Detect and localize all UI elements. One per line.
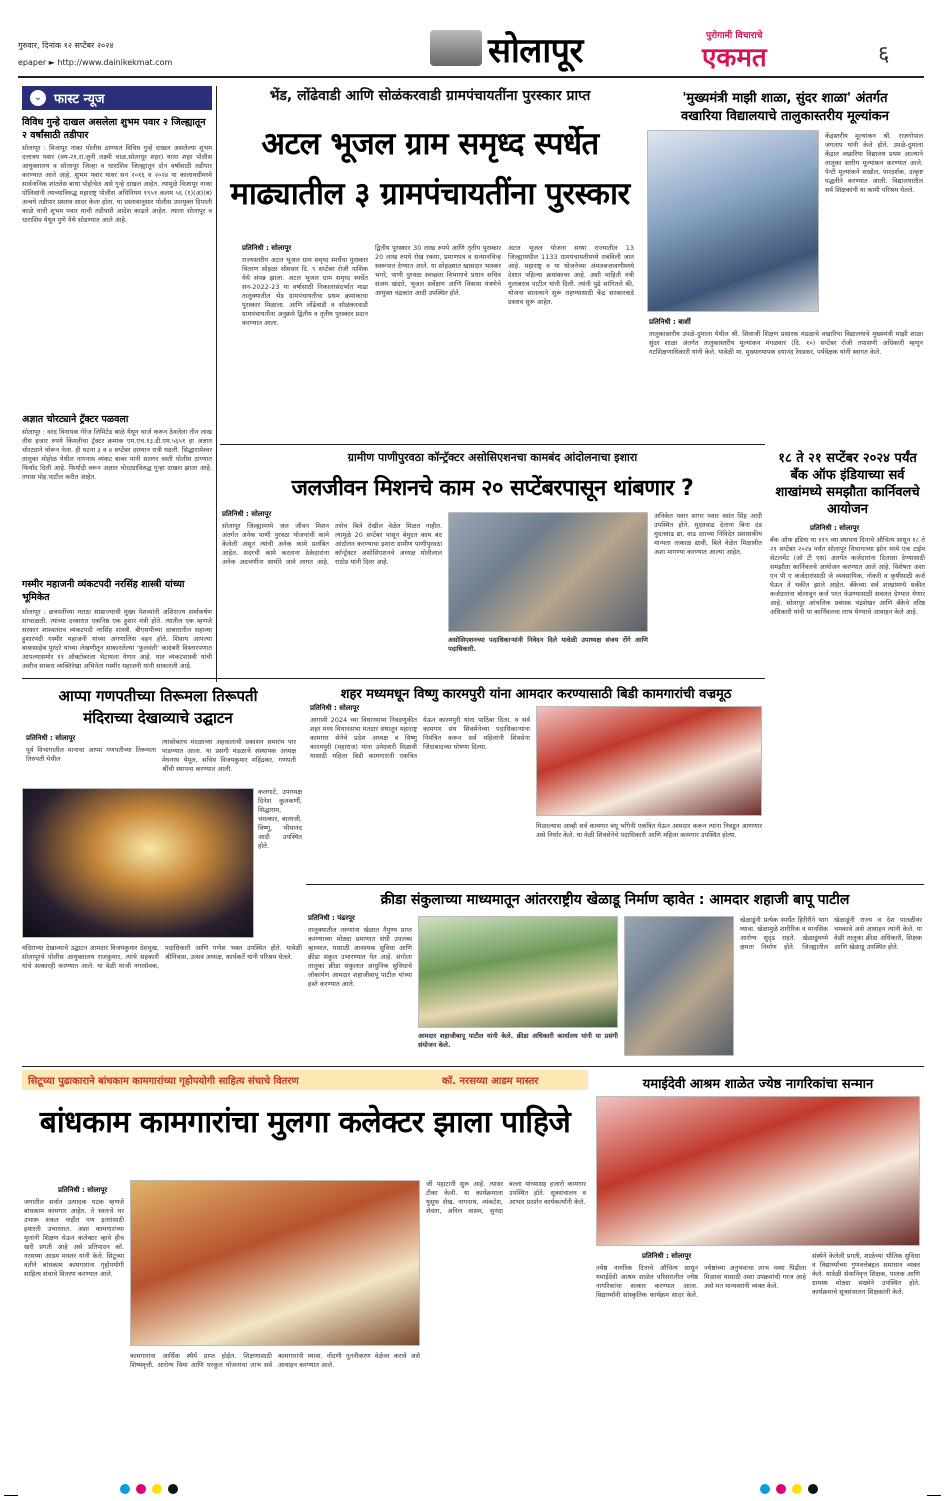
sports-right: खेळाडूंनी प्रत्येक स्पर्धेत हिरीरीने भाग घ्यावा. खेळामुळे शारीरिक व मानसिक आरोग्य सुदृढ राहते. खेळाडूंमध्ये क्षमता निर्माण होते. जिल्ह्यातील खेळाडूंनी राज्य व देश पातळीवर चमकावे असे आवाहन त्यांनी केले. या वेळी तालुका क्रीडा अधिकारी, शिक्षक आणि खेळाडू उपस्थित होते. <box>740 916 922 951</box>
city-name: सोलापूर <box>488 31 583 71</box>
bank-headline: १८ ते २१ सप्टेंबर २०२४ पर्यंत बँक ऑफ इंडियाच्या सर्व शाखांमध्ये समझौता कार्निवलचे आयोजन <box>775 451 920 517</box>
fast-news-body-1: सोलापूर : विजापूर नाका पोलीस ठाण्यात विविध गुन्हे दाखल असलेल्या शुभम दत्तात्रय पवार (वय-२१,रा.जुनी लक्ष्मी चाळ,सोलापूर शहर) याला शहर पोलीस आयुक्तालय व सोलापूर जिल्हा व धाराशिव जिल्ह्यातून दोन वर्षांसाठी तडीपार करण्यात आले आहे. शुभम पवार यावर सन २०१६ व २०२४ या कालावधीमध्ये सार्वजनिक शांततेस बाधा पोहोचेल असे गुन्हे दाखल आहेत. त्यामुळे विजापूर नाका पोलिसांनी त्याच्याविरुद्ध महाराष्ट्र पोलीस अधिनियम १९५१ कलम ५६ (१)(अ)(ब) अन्वये तडीपार प्रस्ताव सादर केला होता. या प्रस्तावानुसार पोलीस उपायुक्त दिपाली काळे यांनी शुभम पवार याची तडीपारी आदेश काढले आहेत. त्याला सोलापूर व धाराशिव येथून पुणे येथे सोडण्यात आले आहे. <box>22 144 212 224</box>
lead-story <box>220 82 640 452</box>
ganpati-right: त्यासोबतच मंदळाच्या अहवालाची प्रकाशन समारंभ पार पाडण्यात आला. या प्रसंगी मंडळाचे संस्थापक अध्यक्ष मेघनाथ येमूल, सचिव विजयकुमार महिंद्रकर, गणपती श्रींची स्थापना करण्यात आली. <box>162 738 296 773</box>
sports-byline: प्रतिनिधी : पंढरपूर <box>308 914 355 922</box>
color-dot-yellow <box>152 1484 162 1494</box>
jaljeevan-byline: प्रतिनिधी : सोलापूर <box>222 510 272 518</box>
bidi-photo <box>536 706 762 816</box>
chevron-down-icon: ⌄ <box>30 90 46 106</box>
sports-story <box>306 886 924 1066</box>
ganpati-names: कलगाटे, उपाध्यक्ष दिनेश कुलकर्णी, सिद्धाराम, चमत्कार, बालाजी, विष्णू, भीमानंद आदी उपस्थित होते. <box>258 788 302 850</box>
issue-date: गुरुवार, दिनांक १२ सप्टेंबर २०२४ <box>18 41 114 50</box>
brand-tagline: पुरोगामी विचाराचे <box>706 31 763 41</box>
fast-news-label: फास्ट न्यूज <box>54 92 105 107</box>
color-dot-yellow-2 <box>792 1484 802 1494</box>
section-rule-4 <box>22 1066 924 1067</box>
section-rule-2 <box>22 678 765 679</box>
color-dot-magenta-2 <box>776 1484 786 1494</box>
brand-box <box>670 28 922 76</box>
lead-col-2: द्वितीय पुरस्कार 30 लाख रुपये आणि तृतीय पुरस्कार 20 लाख रुपये रोख रकमा, प्रमाणपत्र व सन्मानचिन्ह स्वरूपात देण्यात आले. या सोहळ्यात खासदार भास्कर भगरे, पाणी पुरवठा स्वच्छता विभागाचे प्रधान सचिव संजय खंदारे, भूजल सर्वेक्षण आणि विकास यंत्रणेचे आयुक्त चंद्रकांत आदी उपस्थित होते. <box>375 244 501 297</box>
fast-news-head-3: गस्मीर महाजनी व्यंकटपदी नरसिंह शास्त्री यांच्या भूमिकेत <box>22 579 185 603</box>
ganpati-headline-1: आप्पा गणपतीच्या तिरूमला तिरूपती <box>58 687 258 705</box>
bidi-story <box>306 682 766 882</box>
crop-mark-left <box>4 1482 18 1496</box>
bidi-byline: प्रतिनिधी : सोलापूर <box>310 704 360 712</box>
yamai-byline: प्रतिनिधी : सोलापूर <box>642 1252 692 1260</box>
bandhkam-byline: प्रतिनिधी : सोलापूर <box>58 1186 108 1194</box>
school-story <box>645 82 925 432</box>
yamai-photo <box>596 1096 920 1246</box>
arrow-icon: ► <box>48 58 55 67</box>
fast-news-body-3: सोलापूर : छत्रपतींच्या मराठा साम्राज्याची मुख्य पेशव्यांनी अशिराज्य सर्माकर्षण सांभाळली. त्यांच्या दरबारात एकनिष्ठ एक हुशार मंत्री होते. त्यातील एक म्हणजे सरकार शाश्वतराव व्यंकटपदी नरसिंह शास्त्री. बीएसपीच्या दरबारातील सहाव्या हुशारपदी गस्मीर महाजनी यांच्या अगणालिस वहन होते. शिवाय आपल्या बाबासाहेब पुरंदरे यांच्या लेखणीतून साकारलेल्या 'फुलवंती' कादंबरी विस्तारपणात आपल्यासमोर ११ ऑक्टोबरला भेटायला येणार आहे. यात व्यंकटशास्त्री यांची अशीच साकार व्यक्तिरेखा अभिनेता गस्मीर महाजनी यांनी साकारली आहे. <box>22 608 212 670</box>
masthead <box>0 0 945 78</box>
jaljeevan-right: अनिकेत पवार सागर पवार वसंत सिंह आदी उपस्थित होते. मुदतवाढ देताना बिना दंड मुदतवाढ द्या, वाढ दराच्या निविदेत प्रशासकीय मान्यता तत्काळ द्यावी, बिले वेळेत मिळावीत अशा मागण्या करण्यात आल्या आहेत. <box>654 512 762 556</box>
color-dot-magenta <box>136 1484 146 1494</box>
fast-news-column <box>22 86 212 686</box>
bandhkam-photo <box>130 1180 420 1346</box>
bandhkam-right: जी पहाटानी सुरू आहे. त्यावर टीका केली. या कार्यक्रमाला युसूफ शेख, नागनाथ, व्यंकटेश, शेवंता, अनिल वासम, सुनंदा बल्ला यांच्यासह हजारो कामगार उपस्थित होते. सूत्रसंचालन व आभार प्रदर्शन कार्यकर्त्यांनी केले. <box>426 1180 586 1215</box>
epaper-label: epaper <box>18 58 47 67</box>
yamai-story <box>592 1068 924 1478</box>
sports-body: तालुक्यातील तरुणांना खेळात नैपुण्य प्राप्त करण्याच्या मोठ्या प्रमाणात संधी उपलब्ध व्हाव्यात, यासाठी आवश्यक सुविधा आणि क्रीडा संकुल उभारण्यात येत आहे. संगोला तालुका क्रीडा संकुलात आधुनिक सुविधांचे लोकार्पण आमदार शहाजीबापू पाटील यांच्या हस्ते करण्यात आले. <box>308 926 412 988</box>
ganpati-headline-2: मंदिराच्या देखाव्याचे उद्घाटन <box>83 709 233 727</box>
brand-logo: एकमत <box>702 43 767 73</box>
sports-photo-2 <box>624 916 734 1056</box>
yamai-headline: यमाईदेवी आश्रम शाळेत ज्येष्ठ नागरिकांचा सन्मान <box>642 1077 874 1092</box>
masthead-rule <box>18 76 924 78</box>
ganpati-lead: पूर्व विभागातील मानाचा आप्पा गणपतीच्या तिरूमला तिरुपती येथील <box>26 746 156 763</box>
color-dot-cyan-2 <box>760 1484 770 1494</box>
fast-news-body-2: सोलापूर : वरद विनायक गेरेज लिमिटेड बाळे येथून चार्ज करून ठेवलेला तीन लाख तीस हजार रुपये किंमतीचा ट्रॅक्टर क्रमांक एम.एच.१३.डी.एम.५६५१ हा अज्ञात चोरट्याने चोरून नेला. ही घटना ३ व ४ सप्टेंबर दरम्यान रात्री घडली. सिद्धारामेश्वर तालुका मोहोळ येथील नागनाथ व्यंकट बाबर यांनी सलगर वस्ती पोलीस ठाण्यात फिर्याद दिली आहे. फिर्यादी वरून अज्ञात चोरट्याविरुद्ध गुन्हा दाखल झाला आहे. तपास पोह.पाटील करीत आहेत. <box>22 428 212 481</box>
school-body: तालुकास्तरीय उपळे-दुमाला येथील श्री. शिवाजी शिक्षण प्रसारक मंडळाचे वखारिया विद्यालयाचे मुख्यमंत्री माझी शाळा सुंदर शाळा अंतर्गत तालुकास्तरीय मूल्यांकन मंगळवार (दि. १०) सप्टेंबर रोजी तपासणी अधिकारी म्हणून गटशिक्षणाधिकारी यांनी केले. यावेळी मा. मुख्याध्यापक दयानंद रेवडकर, पर्यवेक्षक यांनी स्वागत केले. <box>649 330 923 356</box>
crop-mark-right <box>927 1482 941 1496</box>
page-number: ६ <box>878 42 890 67</box>
epaper-link[interactable] <box>18 58 172 67</box>
bandhkam-body: जगातील सर्वात उत्पादक घटक म्हणजे बांधकाम कामगार आहेत. ते स्वतःचे घर उभारू शकत नाहीत पण इतरांसाठी इमारती उभारतात. अशा कामगारांच्या मुलांनी शिक्षण घेऊन कलेक्टर व्हावे हीच खरी प्रगती आहे असे प्रतिपादन कॉ. नरसय्या आडम मास्तर यांनी केले. सिटूच्या वतीने बांधकाम कामगारांना गृहोपयोगी साहित्य संचाचे वितरण करण्यात आले. <box>24 1198 124 1278</box>
lead-headline-2: माढ्यातील ३ ग्रामपंचायतींना पुरस्कार <box>230 176 630 212</box>
lead-kicker: भेंड, लोंढेवाडी आणि सोळंकरवाडी ग्रामपंचायतींना पुरस्कार प्राप्त <box>269 88 591 104</box>
school-byline: प्रतिनिधी : बार्शी <box>649 318 691 326</box>
bandhkam-mid: कामगारांना आर्थिक स्थैर्य प्राप्त होईल. शिक्षणासाठी शिष्यवृत्ती, आरोग्य विमा आणि घरकुल योजनांचा लाभ सर्व कामगारांनी घ्यावा. नोंदणी नूतनीकरण वेळेवर करावे असे आवाहन करण्यात आले. <box>130 1352 420 1369</box>
color-dot-black-2 <box>808 1484 818 1494</box>
color-dot-black <box>168 1484 178 1494</box>
fast-news-head-2: अज्ञात चोरट्याने ट्रॅक्टर पळवला <box>22 414 129 425</box>
lead-col-1: राज्यस्तरीय अटल भूजल ग्राम समृध्द स्पर्धेचा पुरस्कार वितरण सोहळा सोमवार दि. ९ सप्टेंबर रोजी नाशिक येथे संपन्न झाला. अटल भूजल ग्राम समृध्द स्पर्धेत सन-2022-23 या वर्षासाठी निकालासंदर्भात माढा तालुक्यातील भेंड ग्रामपंचायतीचा प्रथम क्रमांकाचा पुरस्कार मिळाला. आणि लोंढेवाडी व सोळंकरवाडी ग्रामपंचायतींना अनुक्रमे द्वितीय व तृतीय पुरस्कार प्रदान करण्यात आला. <box>242 256 368 327</box>
lead-headline-1: अटल भूजल ग्राम समृध्द स्पर्धेत <box>261 126 599 162</box>
sports-photo <box>418 916 618 1028</box>
bank-byline: प्रतिनिधी : सोलापूर <box>810 524 860 532</box>
bank-body: बँक ऑफ इंडिया या ११९ व्या स्थापना दिनाचे औचित्य साधून १८ ते २१ सप्टेंबर २०२४ पर्यंत सोलापूर विभागाच्या झोन मध्ये एक टाईम सेटलमेंट (ओ टी एस) अंतर्गत कर्जदारांना दिलासा देण्यासाठी समझौता कार्निवलचे आयोजन करण्यात आले आहे. विशेषतः अशा एन पी ए कर्जदारांसाठी जे व्यवसायिक, नोकरी व कृषीसाठी कर्ज घेऊन ते थकीत झाले आहेत. बँकेच्या सर्व शाखांमध्ये थकीत कर्जदारांना बोलावून कर्ज परत फेडण्यासाठी सवलत देण्यात येणार आहे. सोलापूर आंचलिक प्रबंधक चंद्रशेखर आणि बँकेचे वरिष्ठ अधिकारी यांनी या कार्निवलचा लाभ घेण्याचे आवाहन केले आहे. <box>770 536 925 616</box>
column-divider <box>216 86 217 682</box>
sports-caption: आमदार शहाजीबापू पाटील यांनी केले. क्रीडा अधिकारी कार्यालय यांनी या प्रसंगी संयोजन केले. <box>418 1032 618 1049</box>
sports-headline: क्रीडा संकुलाच्या माध्यमातून आंतरराष्ट्रीय खेळाडू निर्माण व्हावेत : आमदार शहाजी बापू पाटील <box>380 892 850 908</box>
section-rule-1 <box>220 444 765 445</box>
lead-col-3: अटल भूजल योजना सध्या राज्यातील 13 जिल्ह्यामधील 1133 ग्रामपंचायतीमध्ये राबविली जात आहे. महाराष्ट्र व या योजनेच्या अंमलबजावणीमध्ये देशात पहिल्या क्रमांकावर आहे. अशी माहिती मंत्री गुलाबराव पाटील यांनी दिली. त्यांनी पुढे सांगितले की, योजना सातत्याने सुरू राहण्यासाठी केंद्र सरकारकडे प्रस्ताव सुरू आहेत. <box>508 244 634 306</box>
city-logo-art <box>430 30 482 66</box>
bandhkam-story <box>22 1068 588 1478</box>
jaljeevan-caption: असोसिएशनच्या पदाधिकाऱ्यांनी निवेदन दिले यावेळी उपाध्यक्ष संजय रोंगे आणि पदाधिकारी. <box>448 636 648 653</box>
fast-news-head-1: विविध गुन्हे दाखल असलेला शुभम पवार २ जिल्ह्यातून २ वर्षांसाठी तडीपार <box>22 117 206 141</box>
yamai-right: संस्थेने केलेली प्रगती, शाळेच्या भौतिक सुविधा व विद्यार्थ्यांच्या गुणवत्तेबद्दल समाधान व्यक्त केले. यावेळी सेवानिवृत्त शिक्षक, पालक आणि ग्रामस्थ मोठ्या संख्येने उपस्थित होते. कार्यक्रमाचे सूत्रसंचालन शिक्षकांनी केले. <box>812 1252 920 1296</box>
bandhkam-headline: बांधकाम कामगारांचा मुलगा कलेक्टर झाला पाहिजे <box>39 1105 571 1140</box>
temple-photo <box>22 788 254 938</box>
school-photo <box>647 130 819 312</box>
section-rule-3 <box>306 884 924 885</box>
jaljeevan-kicker: ग्रामीण पाणीपुरवठा कॉन्ट्रॅक्टर असोसिएशनचा कामबंद आंदोलनाचा इशारा <box>347 451 638 464</box>
ganpati-byline: प्रतिनिधी : सोलापूर <box>26 734 76 742</box>
school-headline-1: 'मुख्यमंत्री माझी शाळा, सुंदर शाळा' अंतर्गत <box>682 91 888 106</box>
lead-byline: प्रतिनिधी : सोलापूर <box>242 244 292 252</box>
fast-news-banner <box>22 86 212 110</box>
yamai-body: ज्येष्ठ नागरिक दिनाचे औचित्य साधून यमाईदेवी आश्रम शाळेत परिसरातील ज्येष्ठ नागरिकांचा सत्कार करण्यात आला. विद्यार्थ्यांनी सांस्कृतिक कार्यक्रम सादर केले. ज्येष्ठांच्या अनुभवाचा लाभ नव्या पिढीला मिळावा यासाठी अशा उपक्रमांची गरज आहे असे मत मान्यवरांनी व्यक्त केले. <box>596 1264 806 1299</box>
bidi-caption: मिळाल्यास आम्ही सर्व कामगार बंधू भगिनी एकत्रित येऊन आमदार करून त्यांना निवडून आणणार असे निर्धार केले. या वेळी शिवसेनेचे पदाधिकारी आणि महिला कामगार उपस्थित होत्या. <box>536 822 762 839</box>
bandhkam-kicker-bar <box>22 1070 588 1090</box>
bandhkam-kicker: सिटूच्या पुढाकाराने बांधकाम कामगारांच्या गृहोपयोगी साहित्य संचाचे वितरण <box>28 1076 299 1087</box>
color-dot-cyan <box>120 1484 130 1494</box>
school-side-text: केंद्रस्तरीय मूल्यांकन श्री. राजगोपाल जगताप यांनी केले होते. उपळे-दुमाला केंद्रात वखारिया विद्यालय प्रथम आल्याने तालुका स्तरीय मूल्यांकन करण्यात आले. पेन्टी मूल्यांकने सखोल, पारदर्शक, उत्कृष्ट पद्धतीने करण्यात आली. विद्यालयातील सर्व शिक्षकांनी या कामी परिश्रम घेतले. <box>825 132 923 194</box>
jaljeevan-body: सोलापूर जिल्ह्यामध्ये जल जीवन मिशन अंतर्गत अनेक पाणी पुरवठा योजनांची कामे केलेली असून त्यांची अनेक कामे प्रलंबित आहेत. सदरची कामे करताना ठेकेदारांना अनेक अडचणींना सामोरे जावे लागत आहे. तसेच बिले देखील वेळेत मिळत नाहीत. त्यामुळे 20 सप्टेंबर पासून बेमुदत काम बंद आंदोलन करण्याचा इशारा ग्रामीण पाणीपुरवठा कॉन्ट्रॅक्टर असोसिएशनचे अध्यक्ष मोतीलाल राठोड यांनी दिला आहे. <box>222 522 442 566</box>
bandhkam-kicker-by: कॉ. नरसय्या आडम मास्तर <box>442 1076 539 1087</box>
ganpati-bottom: मंदिराच्या देखाव्याचे उद्घाटन आमदार विजयकुमार देशमुख, सोलापूरचे पोलीस आयुक्तालय राजकुमार, त्यांचे सहकारी यांचे सत्कारही करण्यात आले. या वेळी माजी नगरसेवक, पदाधिकारी आणि गणेश भक्त उपस्थित होते. यावेळी श्रीनिवास, उत्सव अध्यक्ष, कार्यकर्ते यांनी परिश्रम घेतले. <box>22 944 302 970</box>
jaljeevan-headline: जलजीवन मिशनचे काम २० सप्टेंबरपासून थांबणार ? <box>291 476 694 501</box>
bidi-body: आगामी 2024 च्या विधानसभा निवडणुकीत शहर मध्य विधानसभा मतदार संघातून महाराष्ट्र कामगार सेनेचे प्रदेश अध्यक्ष व विष्णु कारमपुरी (महाराज) यांना उमेदवारी मिळावी यासाठी महिला बिडी कामगारांनी एकत्रित येऊन कारमपुरी यांना पाठिंबा दिला. व सर्व कामगार संघ शिवसेनेच्या पदाधिकाऱ्यांना निमंत्रित करून सर्व महिलांनी शिवसेना जिंदाबादच्या घोषणा दिल्या. <box>310 716 530 760</box>
jaljeevan-story <box>220 446 765 674</box>
bidi-headline: शहर मध्यमधून विष्णु कारमपुरी यांना आमदार करण्यासाठी बिडी कामगारांची वज्रमूठ <box>340 687 732 702</box>
school-headline-2: वखारिया विद्यालयाचे तालुकास्तरीय मूल्यांकन <box>681 109 889 124</box>
website-url: http://www.dainikekmat.com <box>57 58 173 67</box>
jaljeevan-photo <box>448 512 648 632</box>
bank-story <box>770 446 925 886</box>
